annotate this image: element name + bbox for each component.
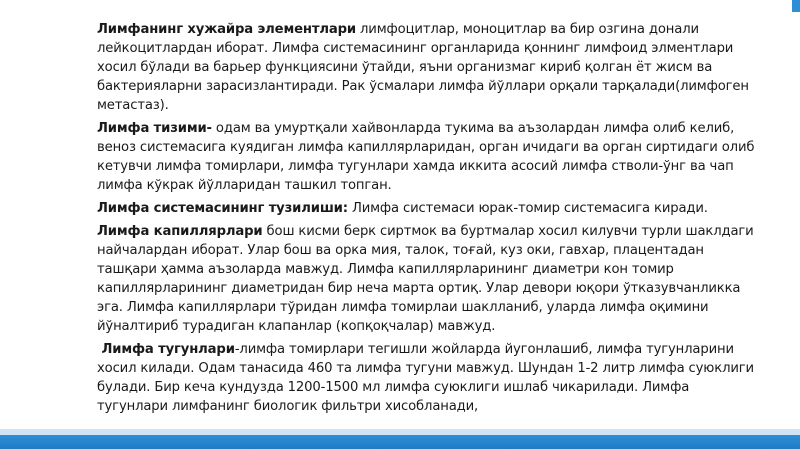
paragraph-text: бош кисми берк сиртмок ва буртмалар хосил килувчи турли шаклдаги найчалардан иборат. Улар бош ва орка мия, талок, тоғай, куз оки, гавхар, плацентадан ташқари ҳамма аъзоларда мавжуд. Лимфа капиллярларининг диаметри кон томир капиллярларининг диаметридан бир неча марта ортиқ. Улар девори юқори ўтказувчанликка эга. Лимфа капиллярлари тўридан лимфа томирлаи шаклланиб, уларда лимфа оқимини йўналтириб турадиган клапанлар (копқоқчалар) мавжуд. [97,224,754,334]
paragraph-lymph-capillaries [97,222,763,336]
top-right-accent [792,0,800,12]
paragraph-cell-elements [97,20,763,115]
paragraph-lymph-system [97,119,763,195]
paragraph-text: лимфоцитлар, моноцитлар ва бир озгина донали лейкоцитлардан иборат. Лимфа системасининг органларида қоннинг лимфоид элментлари хосил бўлади ва барьер функциясини ўтайди, яъни организмаг кириб қолган ёт жисм ва бактерияларни зарасизлантиради. Рак ўсмалари лимфа йўллари орқали тарқалади(лимфоген метастаз). [97,22,749,113]
paragraph-text: Лимфа системаси юрак-томир системасига киради. [347,201,708,216]
paragraph-text: -лимфа томирлари тегишли жойларда йугонлашиб, лимфа тугунларини хосил килади. Одам танасида 460 та лимфа тугуни мавжуд. Шундан 1-2 литр лимфа суюклиги булади. Бир кеча кундузда 1200-1500 мл лимфа суюклиги ишлаб чикарилади. Лимфа тугунлари лимфанинг биологик фильтри хисобланади, [97,342,754,414]
paragraph-lymph-nodes [97,340,763,416]
paragraph-heading: Лимфа капиллярлари [97,224,263,239]
paragraph-heading: Лимфа системасининг тузилиши: [97,201,348,216]
paragraph-heading: Лимфа тизими- [97,121,212,136]
paragraph-system-structure [97,199,763,218]
paragraph-heading: Лимфа тугунлари [97,342,235,357]
paragraph-heading: Лимфанинг хужайра элементлари [97,22,356,37]
bottom-blue-bar [0,435,800,449]
slide-body [97,20,763,420]
paragraph-text: одам ва умуртқали хайвонларда тукима ва аъзолардан лимфа олиб келиб, веноз системасига куядиган лимфа капиллярларидан, орган ичидаги ва орган сиртидаги олиб кетувчи лимфа томирлари, лимфа тугунлари хамда иккита асосий лимфа стволи-ўнг ва чап лимфа кўкрак йўлларидан ташкил топган. [97,121,755,193]
